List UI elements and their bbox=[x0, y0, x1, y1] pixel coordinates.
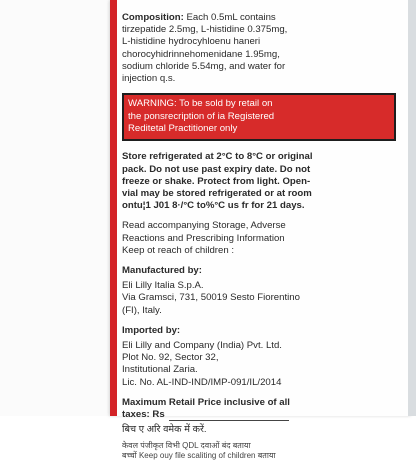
manufactured-line: Via Gramsci, 731, 50019 Sesto Fiorentino bbox=[122, 292, 300, 304]
leaflet-line: Reactions and Prescribing Information bbox=[122, 232, 285, 244]
warning-line: the ponsrecription of ia Registered bbox=[128, 110, 275, 122]
manufactured-line: (FI), Italy. bbox=[122, 304, 162, 316]
bottom-line: केवल पंजीकृत विभी QDL दवाओं बंद बताया bbox=[122, 440, 251, 450]
bottom-note bbox=[122, 441, 404, 461]
price-taxes-label: taxes: Rs bbox=[122, 409, 165, 421]
composition-line: chorocyhidrinnehomenidane 1.95mg, bbox=[122, 48, 280, 60]
price-section bbox=[122, 397, 404, 421]
storage-line: Store refrigerated at 2°C to 8°C or original bbox=[122, 151, 313, 163]
composition-line: sodium chloride 5.54mg, and water for bbox=[122, 60, 286, 72]
storage-line: ontu¦1 J01 8·/°C to%°C us fr for 21 days. bbox=[122, 200, 305, 212]
composition-line: L-histidine hydrocyhloenu haneri bbox=[122, 36, 261, 48]
composition-line: injection q.s. bbox=[122, 73, 176, 85]
carton-red-stripe bbox=[110, 0, 117, 416]
imported-line: Lic. No. AL-IND-IND/IMP-091/IL/2014 bbox=[122, 376, 282, 388]
label-panel bbox=[122, 12, 404, 461]
composition-line: Each 0.5mL contains bbox=[183, 12, 276, 23]
manufactured-title: Manufactured by: bbox=[122, 265, 202, 277]
imported-line: Eli Lilly and Company (India) Pvt. Ltd. bbox=[122, 340, 282, 352]
price-blank-line bbox=[169, 420, 289, 421]
composition-line: tirzepatide 2.5mg, L-histidine 0.375mg, bbox=[122, 24, 288, 36]
leaflet-note bbox=[122, 220, 404, 257]
storage-line: pack. Do not use past expiry date. Do not bbox=[122, 163, 311, 175]
storage-line: freeze or shake. Protect from light. Open- bbox=[122, 175, 311, 187]
composition-section bbox=[122, 12, 404, 85]
leaflet-line: Keep ot reach of children : bbox=[122, 244, 234, 256]
imported-line: Institutional Zaria. bbox=[122, 364, 198, 376]
imported-address bbox=[122, 340, 404, 389]
hindi-line: बिच ए अरि वमेक में करें. bbox=[122, 424, 207, 436]
storage-instructions bbox=[122, 151, 404, 212]
storage-line: vial may be stored refrigerated or at room bbox=[122, 188, 312, 200]
imported-title: Imported by: bbox=[122, 324, 181, 336]
price-line: Maximum Retail Price inclusive of all bbox=[122, 396, 290, 408]
bottom-line: बच्चों Keep ouy file scaliting of children बताया bbox=[122, 450, 276, 460]
warning-line: Reditetal Practitioner only bbox=[128, 123, 238, 135]
manufactured-line: Eli Lilly Italia S.p.A. bbox=[122, 280, 204, 292]
warning-line: WARNING: To be sold by retail on bbox=[128, 98, 273, 110]
imported-line: Plot No. 92, Sector 32, bbox=[122, 352, 219, 364]
carton-side-edge bbox=[408, 0, 416, 416]
composition-label: Composition: bbox=[122, 12, 184, 23]
manufactured-address bbox=[122, 280, 404, 317]
warning-box bbox=[122, 93, 396, 141]
leaflet-line: Read accompanying Storage, Adverse bbox=[122, 220, 286, 232]
